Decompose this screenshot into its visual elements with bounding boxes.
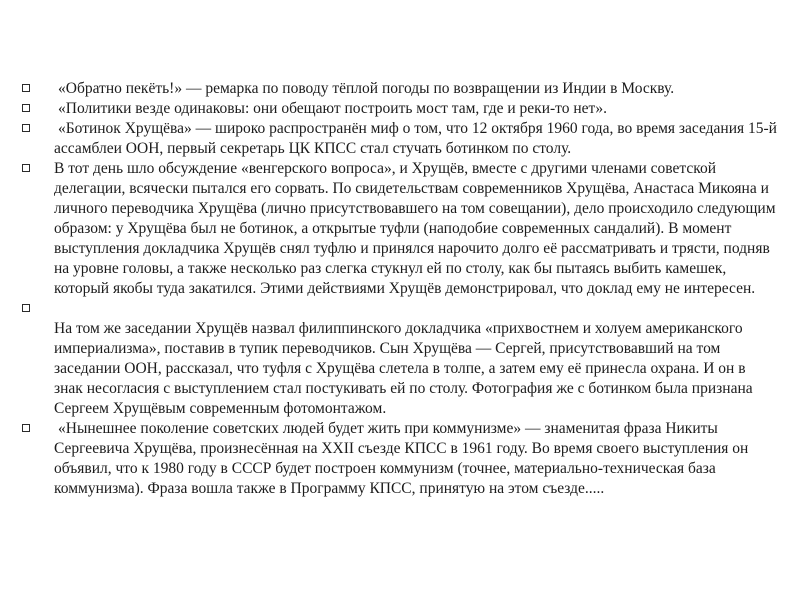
list-item — [18, 159, 778, 299]
bullet-text: На том же заседании Хрущёв назвал филиппинского докладчика «прихвостнем и холуем американского империализма», поставив в тупик переводчиков. Сын Хрущёва — Сергей, присутствовавший на том заседании ООН, рассказал, что туфля с Хрущёва слетела в толпе, а затем ему её принесла охрана. И он в знак несогласия с выступлением стал постукивать ей по столу. Фотография же с ботинком была признана Сергеем Хрущёвым современным фотомонтажом. — [54, 320, 753, 417]
square-bullet-icon — [22, 304, 30, 312]
list-item — [18, 119, 778, 159]
bullet-text: «Обратно пекёть!» — ремарка по поводу тёплой погоды по возвращении из Индии в Москву. — [58, 80, 675, 97]
square-bullet-icon — [22, 424, 30, 432]
square-bullet-icon — [22, 164, 30, 172]
square-bullet-icon — [22, 104, 30, 112]
bullet-list — [18, 79, 778, 499]
list-item — [18, 99, 778, 119]
square-bullet-icon — [22, 124, 30, 132]
square-bullet-icon — [22, 84, 30, 92]
list-item — [18, 79, 778, 99]
bullet-text: «Нынешнее поколение советских людей будет жить при коммунизме» — знаменитая фраза Никиты Сергеевича Хрущёва, произнесённая на XXII съезде КПСС в 1961 году. Во время своего выступления он объявил, что к 1980 году в СССР будет построен коммунизм (точнее, материально-техническая база коммунизма). Фраза вошла также в Программу КПСС, принятую на этом съезде..... — [54, 420, 749, 497]
bullet-text: «Политики везде одинаковы: они обещают построить мост там, где и реки-то нет». — [58, 100, 607, 117]
bullet-text: «Ботинок Хрущёва» — широко распространён миф о том, что 12 октября 1960 года, во время заседания 15-й ассамблеи ООН, первый секретарь ЦК КПСС стал стучать ботинком по столу. — [54, 120, 777, 157]
bullet-text: В тот день шло обсуждение «венгерского вопроса», и Хрущёв, вместе с другими членами советской делегации, всячески пытался его сорвать. По свидетельствам современников Хрущёва, Анастаса Микояна и личного переводчика Хрущёва (лично присутствовавшего на том совещании), дело происходило следующим образом: у Хрущёва был не ботинок, а открытые туфли (наподобие современных сандалий). В момент выступления докладчика Хрущёв снял туфлю и принялся нарочито долго её рассматривать и трясти, подняв на уровне головы, а также несколько раз слегка стукнул ей по столу, как бы пытаясь выбить камешек, который якобы туда закатился. Этими действиями Хрущёв демонстрировал, что доклад ему не интересен. — [54, 160, 776, 297]
list-item — [18, 419, 778, 499]
list-item — [18, 299, 778, 419]
